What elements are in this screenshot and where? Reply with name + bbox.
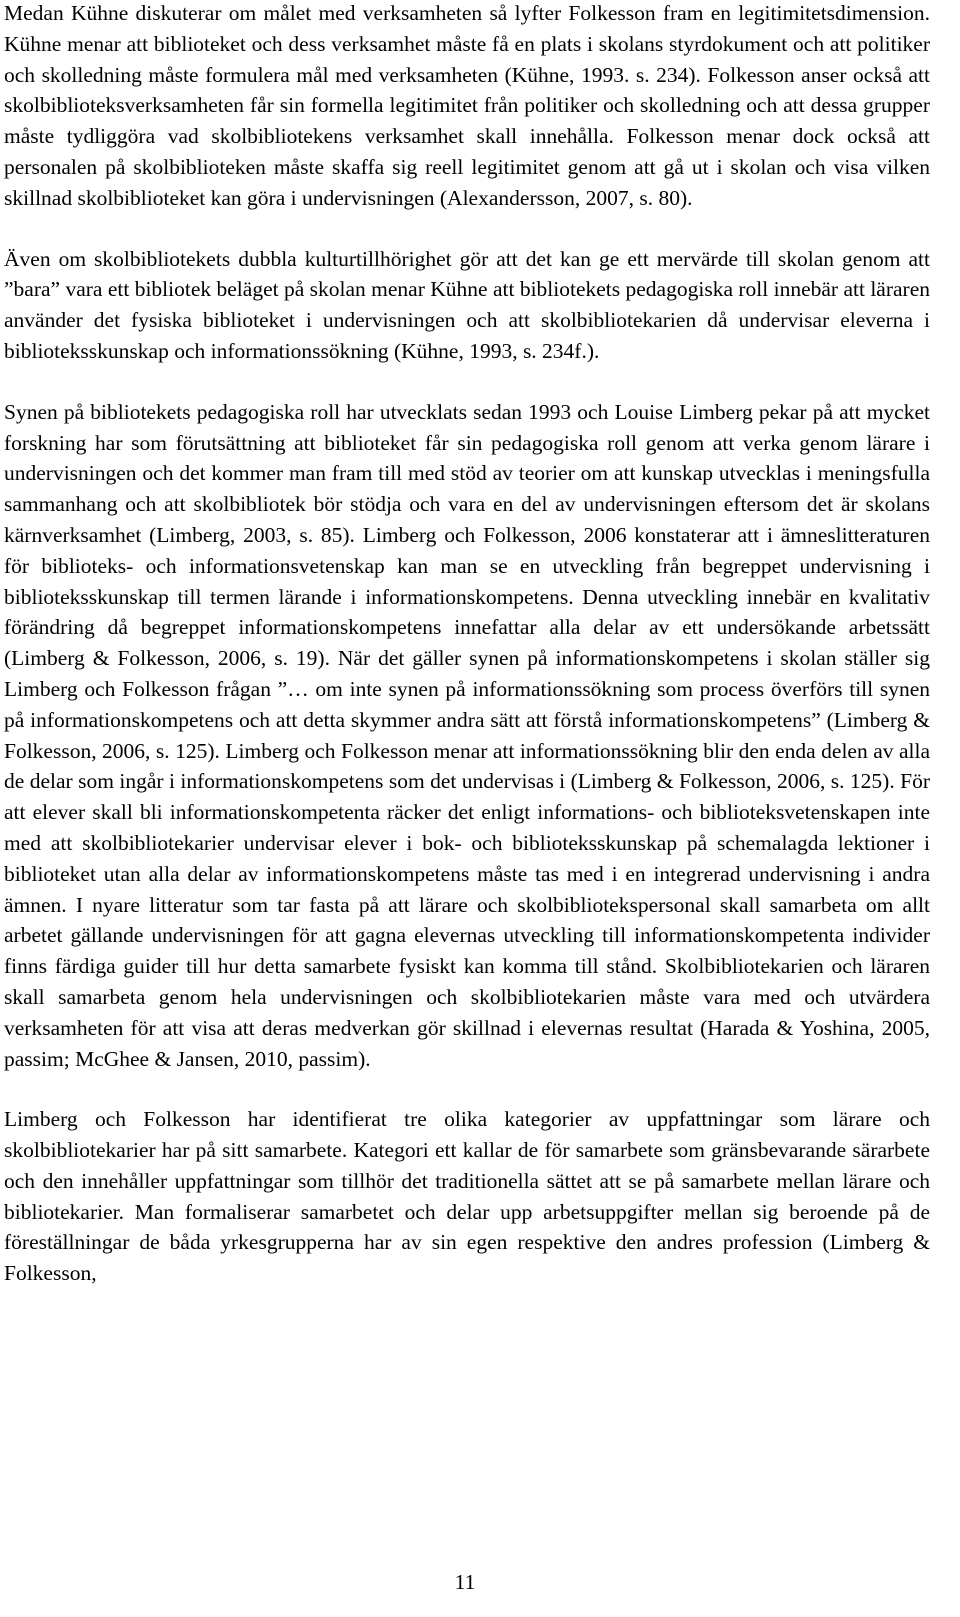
paragraph-3: Synen på bibliotekets pedagogiska roll har utvecklats sedan 1993 och Louise Limberg pekar på att mycket forskning har som förutsättning att biblioteket får sin pedagogiska roll genom att verka genom lärare i undervisningen och det kommer man fram till med stöd av teorier om att kunskap utvecklas i meningsfulla sammanhang och att skolbibliotek bör stödja och vara en del av undervisningen eftersom det är skolans kärnverksamhet (Limberg, 2003, s. 85). Limberg och Folkesson, 2006 konstaterar att i ämneslitteraturen för biblioteks- och informationsvetenskap kan man se en utveckling från begreppet undervisning i biblioteksskunskap till termen lärande i informationskompetens. Denna utveckling innebär en kvalitativ förändring då begreppet informationskompetens innefattar alla delar av ett undersökande arbetssätt (Limberg & Folkesson, 2006, s. 19). När det gäller synen på informationskompetens i skolan ställer sig Limberg och Folkesson frågan ”… om inte synen på informationssökning som process överförs till synen på informationskompetens och att detta skymmer andra sätt att förstå informationskompetens” (Limberg & Folkesson, 2006, s. 125). Limberg och Folkesson menar att informationssökning blir den enda delen av alla de delar som ingår i informationskompetens som det undervisas i (Limberg & Folkesson, 2006, s. 125). För att elever skall bli informationskompetenta räcker det enligt informations- och biblioteksvetenskapen inte med att skolbibliotekarier undervisar elever i bok- och biblioteksskunskap på schemalagda lektioner i biblioteket utan alla delar av informationskompetens måste tas med i en integrerad undervisning i andra ämnen. I nyare litteratur som tar fasta på att lärare och skolbibliotekspersonal skall samarbeta om allt arbetet gällande undervisningen för att gagna elevernas utveckling till informationskompetenta individer finns färdiga guider till hur detta samarbete fysiskt kan komma till stånd. Skolbibliotekarien och läraren skall samarbeta genom hela undervisningen och skolbibliotekarien måste vara med och utvärdera verksamheten för att visa att deras medverkan gör skillnad i elevernas resultat (Harada & Yoshina, 2005, passim; McGhee & Jansen, 2010, passim). <box>4 399 930 1071</box>
paragraph-1: Medan Kühne diskuterar om målet med verksamheten så lyfter Folkesson fram en legitimitetsdimension. Kühne menar att biblioteket och dess verksamhet måste få en plats i skolans styrdokument och att politiker och skolledning måste formulera mål med verksamheten (Kühne, 1993. s. 234). Folkesson anser också att skolbiblioteksverksamheten får sin formella legitimitet från politiker och skolledning och att dessa grupper måste tydliggöra vad skolbibliotekens verksamhet skall innehålla. Folkesson menar dock också att personalen på skolbiblioteken måste skaffa sig reell legitimitet genom att gå ut i skolan och visa vilken skillnad skolbiblioteket kan göra i undervisningen (Alexandersson, 2007, s. 80). <box>4 1 930 210</box>
document-page <box>4 0 930 1289</box>
paragraph-4: Limberg och Folkesson har identifierat tre olika kategorier av uppfattningar som lärare och skolbibliotekarier har på sitt samarbete. Kategori ett kallar de för samarbete som gränsbevarande särarbete och den innehåller uppfattningar som tillhör det traditionella sättet att se på samarbete mellan lärare och bibliotekarier. Man formaliserar samarbetet och delar upp arbetsuppgifter mellan sig beroende på de föreställningar de båda yrkesgrupperna har av sin egen respektive den andres profession (Limberg & Folkesson, <box>4 1107 930 1286</box>
paragraph-2: Även om skolbibliotekets dubbla kulturtillhörighet gör att det kan ge ett mervärde till skolan genom att ”bara” vara ett bibliotek beläget på skolan menar Kühne att bibliotekets pedagogiska roll innebär att läraren använder det fysiska biblioteket i undervisningen och att skolbibliotekarien då undervisar eleverna i biblioteksskunskap och informationssökning (Kühne, 1993, s. 234f.). <box>4 246 930 363</box>
page-number: 11 <box>454 1570 476 1594</box>
